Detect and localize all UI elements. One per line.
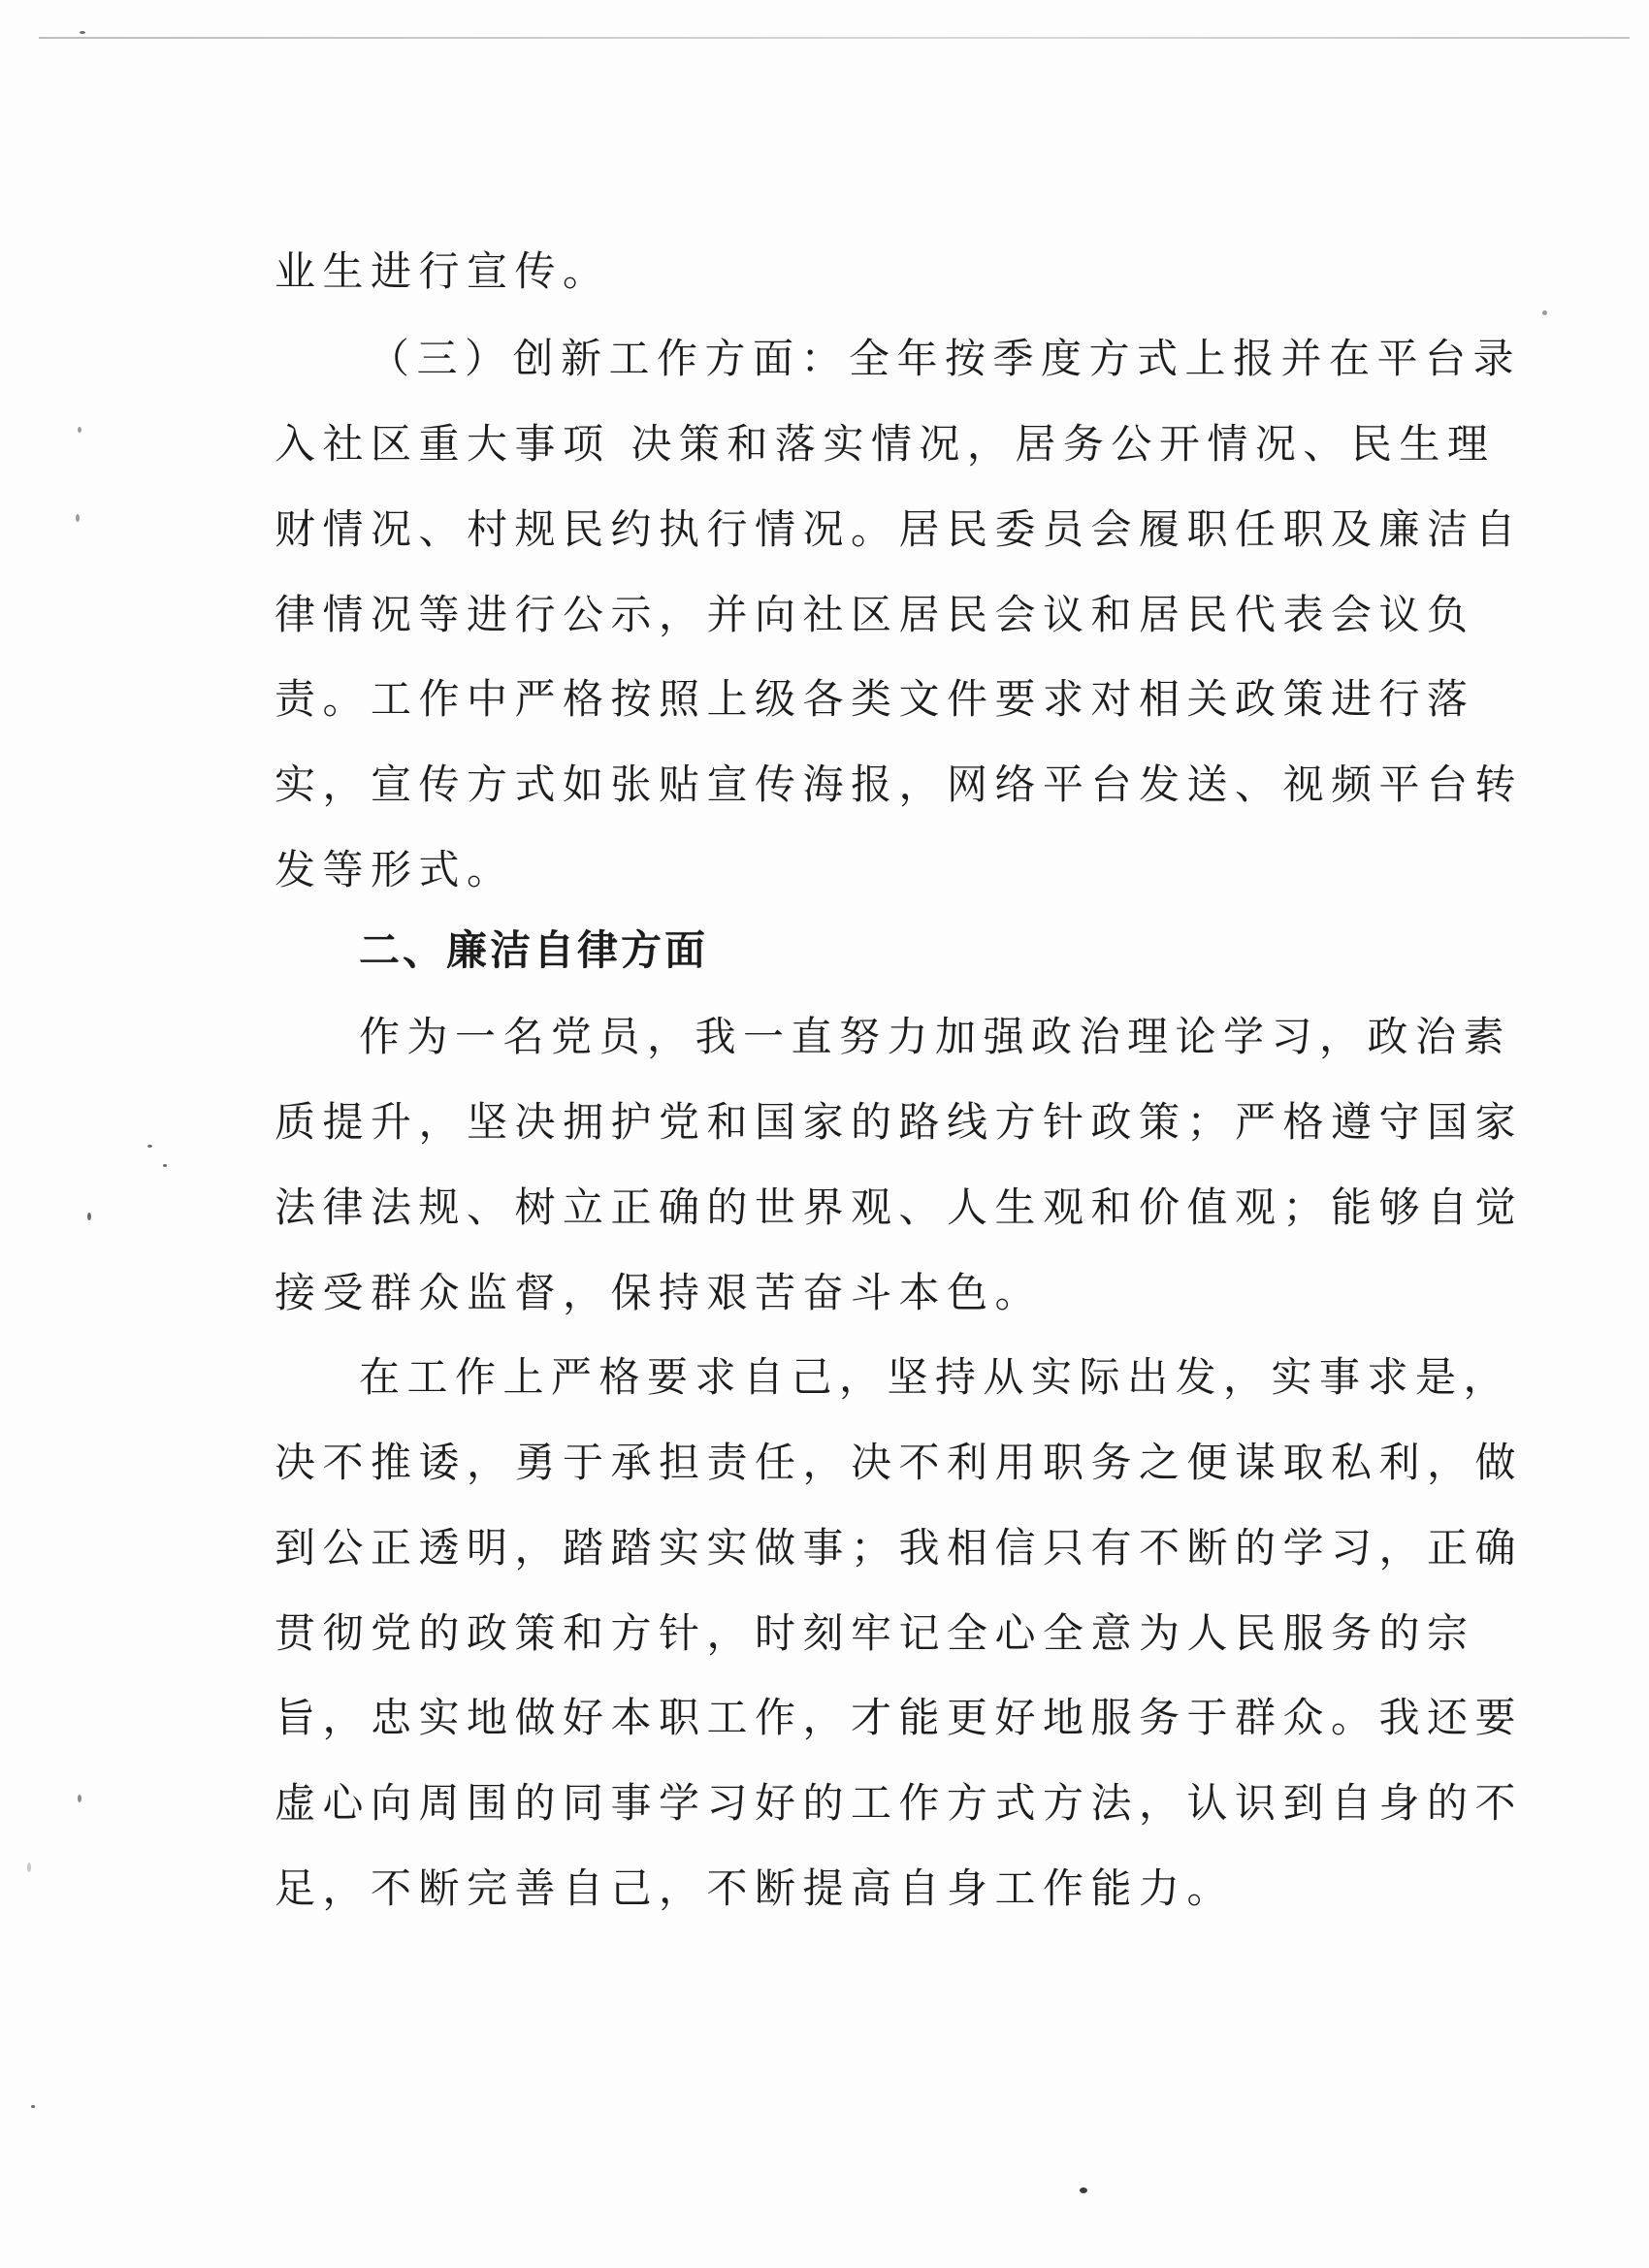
text-line: 律情况等进行公示，并向社区居民会议和居民代表会议负	[275, 591, 1475, 638]
scan-speck	[31, 2105, 35, 2108]
scan-speck	[147, 1145, 152, 1148]
scan-speck	[1542, 310, 1547, 315]
text-line: 质提升，坚决拥护党和国家的路线方针政策；严格遵守国家	[275, 1098, 1524, 1146]
text-line: 发等形式。	[275, 846, 515, 893]
scan-top-edge	[39, 37, 1630, 39]
scan-speck	[27, 1863, 31, 1872]
text-line: 业生进行宣传。	[275, 247, 611, 295]
section-heading: 二、廉洁自律方面	[359, 926, 709, 974]
scan-speck	[80, 31, 85, 34]
text-line: 接受群众监督，保持艰苦奋斗本色。	[275, 1269, 1044, 1316]
scan-speck	[1080, 2187, 1087, 2193]
text-line: 虚心向周围的同事学习好的工作方式方法，认识到自身的不	[275, 1779, 1524, 1827]
text-line: 到公正透明，踏踏实实做事；我相信只有不断的学习，正确	[275, 1524, 1524, 1571]
text-line: 决不推诿，勇于承担责任，决不利用职务之便谋取私利，做	[275, 1439, 1524, 1486]
subsection-line: （三）创新工作方面：全年按季度方式上报并在平台录	[369, 335, 1522, 382]
scan-speck	[78, 427, 81, 433]
text-line: 贯彻党的政策和方针，时刻牢记全心全意为人民服务的宗	[275, 1609, 1475, 1657]
text-line: 旨，忠实地做好本职工作，才能更好地服务于群众。我还要	[275, 1694, 1524, 1741]
text-line: 财情况、村规民约执行情况。居民委员会履职任职及廉洁自	[275, 505, 1524, 553]
paragraph-first-line: 在工作上严格要求自己，坚持从实际出发，实事求是，	[359, 1353, 1512, 1401]
text-line: 实，宣传方式如张贴宣传海报，网络平台发送、视频平台转	[275, 761, 1524, 808]
scan-speck	[163, 1164, 167, 1167]
text-line: 责。工作中严格按照上级各类文件要求对相关政策进行落	[275, 675, 1475, 723]
scan-speck	[78, 1795, 81, 1802]
scan-speck	[76, 514, 80, 522]
scan-speck	[87, 1213, 91, 1220]
paragraph-first-line: 作为一名党员，我一直努力加强政治理论学习，政治素	[359, 1013, 1512, 1060]
text-line: 入社区重大事项 决策和落实情况，居务公开情况、民生理	[275, 420, 1496, 468]
text-line: 足，不断完善自己，不断提高自身工作能力。	[275, 1864, 1236, 1912]
text-line: 法律法规、树立正确的世界观、人生观和价值观；能够自觉	[275, 1183, 1524, 1231]
